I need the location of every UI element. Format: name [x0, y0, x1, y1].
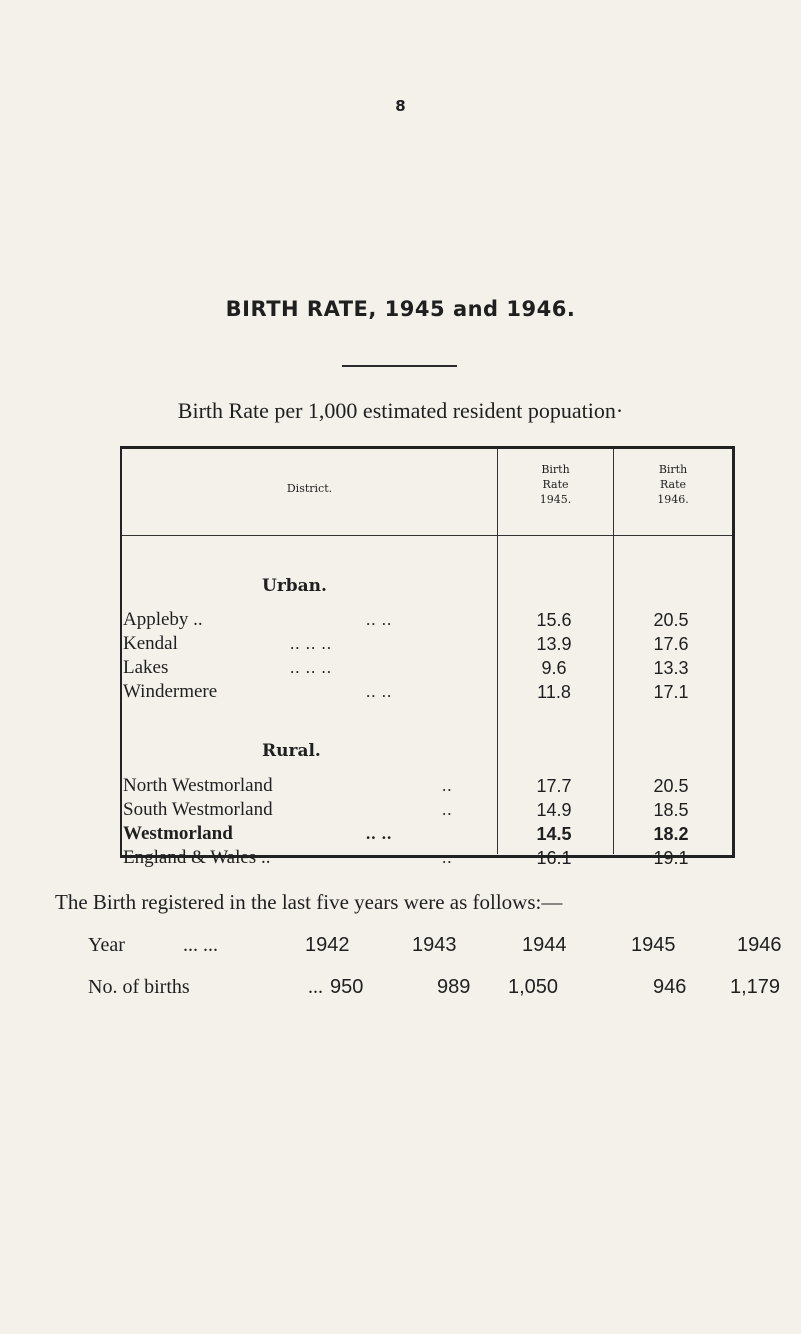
row-rate-1945: 11.8	[537, 682, 571, 702]
row-rate-1945: 15.6	[536, 610, 572, 630]
header-rate-1945-line2: Rate	[542, 478, 569, 491]
year-value: 1942	[305, 934, 350, 956]
row-district: South Westmorland	[123, 799, 273, 820]
section-heading-rural: Rural.	[262, 741, 321, 761]
row-rate-1946: 20.5	[653, 776, 689, 796]
header-rate-1945-line3: 1945.	[539, 493, 572, 506]
row-leaders: .. ..	[366, 610, 393, 629]
row-leaders: .. ..	[366, 682, 393, 701]
row-rate-1945: 13.9	[536, 634, 572, 654]
count-label: No. of births	[88, 976, 190, 998]
row-rate-1946: 17.1	[653, 682, 689, 702]
header-rate-1946-line3: 1946.	[657, 493, 689, 506]
row-rate-1946: 18.5	[653, 800, 689, 820]
row-leaders: ..	[442, 848, 453, 867]
column-divider-1946	[613, 449, 614, 854]
row-rate-1945: 17.7	[536, 776, 572, 796]
row-rate-1945: 16.1	[536, 848, 572, 868]
row-district: North Westmorland	[123, 775, 273, 796]
row-rate-1945: 9.6	[541, 658, 567, 678]
row-leaders: .. ..	[366, 824, 393, 843]
year-value: 1946	[737, 934, 782, 956]
header-divider	[122, 535, 732, 536]
row-rate-1946: 20.5	[653, 610, 689, 630]
births-intro-text: The Birth registered in the last five years were as follows:—	[55, 890, 563, 914]
row-rate-1946: 18.2	[653, 824, 689, 844]
row-district: Westmorland	[123, 823, 233, 844]
birth-count: 989	[437, 976, 471, 998]
row-district: Appleby ..	[123, 609, 203, 630]
row-district: Windermere	[123, 681, 218, 702]
header-rate-1946	[614, 462, 732, 507]
birth-count: 1,179	[730, 976, 781, 998]
table-caption: Birth Rate per 1,000 estimated resident popuation·	[177, 398, 624, 423]
births-count-row	[0, 976, 801, 1002]
births-year-row	[0, 934, 801, 960]
row-rate-1945: 14.9	[536, 800, 572, 820]
header-district: District.	[286, 482, 333, 495]
row-rate-1945: 14.5	[536, 824, 572, 844]
year-leaders: ... ...	[183, 934, 218, 956]
section-heading-urban: Urban.	[262, 576, 327, 596]
row-district: Lakes	[123, 657, 169, 678]
row-leaders: ..	[442, 776, 453, 795]
row-district: Kendal	[123, 633, 178, 654]
row-rate-1946: 19.1	[653, 848, 689, 868]
year-value: 1945	[631, 934, 676, 956]
page-title: BIRTH RATE, 1945 and 1946.	[225, 297, 576, 321]
column-divider-1945	[497, 449, 498, 854]
count-leaders: ...	[308, 976, 323, 998]
row-leaders: .. .. ..	[290, 634, 332, 653]
year-value: 1943	[412, 934, 457, 956]
row-rate-1946: 17.6	[653, 634, 689, 654]
title-divider	[342, 365, 457, 367]
birth-count: 950	[330, 976, 364, 998]
birth-count: 1,050	[508, 976, 559, 998]
row-leaders: .. .. ..	[290, 658, 332, 677]
row-rate-1946: 13.3	[653, 658, 689, 678]
row-district: England & Wales ..	[123, 847, 271, 868]
header-rate-1945	[498, 462, 613, 507]
year-value: 1944	[522, 934, 567, 956]
header-rate-1946-line2: Rate	[659, 478, 687, 491]
header-rate-1946-line1: Birth	[658, 463, 688, 476]
birth-count: 946	[653, 976, 687, 998]
page-number: 8	[395, 97, 406, 115]
year-label: Year	[88, 934, 125, 956]
row-leaders: ..	[442, 800, 453, 819]
header-rate-1945-line1: Birth	[541, 463, 570, 476]
